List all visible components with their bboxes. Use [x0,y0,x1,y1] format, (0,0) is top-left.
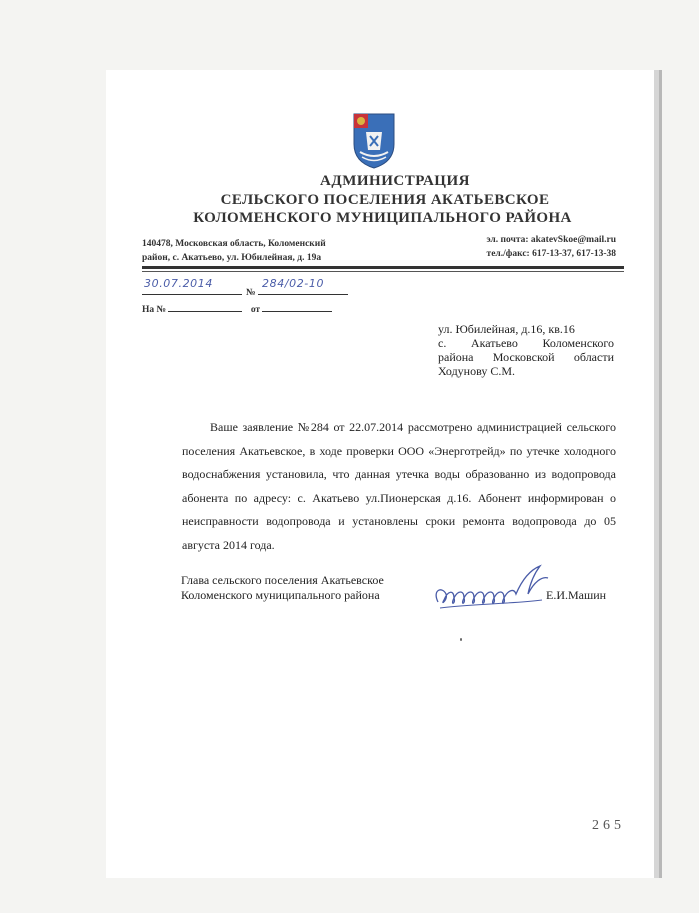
email-line: эл. почта: akatevSkoe@mail.ru [486,235,616,245]
coat-of-arms-icon [350,110,398,170]
signatory-name: Е.И.Машин [546,588,607,602]
header-divider-thick [142,266,624,269]
postal-address-line2: район, с. Акатьево, ул. Юбилейная, д. 19а [142,253,322,263]
from-label: от [250,305,261,315]
recipient-line2: с. Акатьево Коломенского [438,336,614,350]
signatory-title [181,573,384,603]
page-edge-shadow [659,70,662,878]
handwritten-date: 30.07.2014 [144,277,213,290]
number-label: № [246,288,256,298]
org-title-line3: КОЛОМЕНСКОГО МУНИЦИПАЛЬНОГО РАЙОНА [193,210,572,226]
body-paragraph: Ваше заявление №284 от 22.07.2014 рассмотрено администрацией сельского поселения Акатьевское, в ходе проверки ООО «Энерготрейд» по утечке холодного водоснабжения установила, что данная утечка воды образованно из водопровода абонента по адресу: с. Акатьево ул.Пионерская д.16. Абонент информирован о неисправности водопровода и установлены сроки ремонта водопровода до 05 августа 2014 года. [182,420,616,552]
postal-address [142,237,326,265]
recipient-address [438,322,614,378]
recipient-line4: Ходунову С.М. [438,364,516,378]
ink-dot [460,638,462,641]
recipient-line3: района Московской области [438,350,614,364]
header-divider-thin [142,271,624,272]
org-title-line1: АДМИНИСТРАЦИЯ [320,173,470,189]
page-number: 265 [592,818,625,833]
org-title-line2: СЕЛЬСКОГО ПОСЕЛЕНИЯ АКАТЬЕВСКОЕ [220,192,550,208]
handwritten-number: 284/02-10 [262,277,325,290]
postal-address-line1: 140478, Московская область, Коломенский [142,239,326,249]
letter-page [106,70,662,878]
letter-body [182,416,616,557]
signatory-title-line1: Глава сельского поселения Акатьевское [181,573,384,587]
contact-info [486,233,616,261]
phone-line: тел./факс: 617-13-37, 617-13-38 [486,249,616,259]
signatory-title-line2: Коломенского муниципального района [181,588,380,602]
on-number-label: На № [142,305,167,315]
incoming-ref-field [142,301,332,315]
recipient-line1: ул. Юбилейная, д.16, кв.16 [438,322,575,336]
